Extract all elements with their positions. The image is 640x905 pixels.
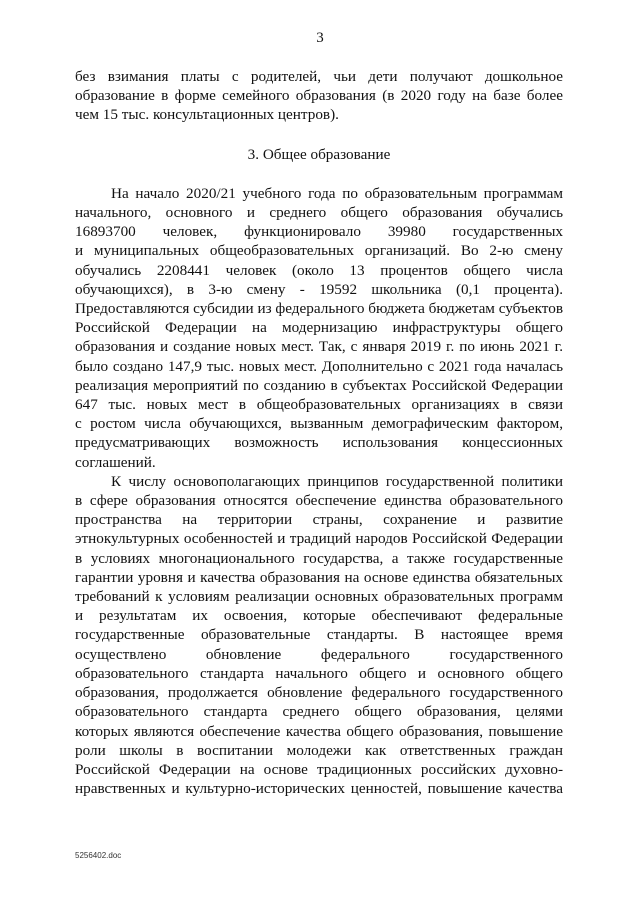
text-line: 16893700 человек, функционировало 39980 государственных bbox=[75, 223, 563, 241]
text-line: образование в форме семейного образования (в 2020 году на базе более bbox=[75, 87, 563, 105]
text-line: требований к условиям реализации основных образовательных программ bbox=[75, 588, 563, 606]
text-line: чем 15 тыс. консультационных центров). bbox=[75, 106, 339, 124]
text-line: в сфере образования относятся обеспечение единства образовательного bbox=[75, 492, 563, 510]
text-line: этнокультурных особенностей и традиций народов Российской Федерации bbox=[75, 530, 563, 548]
text-line: 647 тыс. новых мест в общеобразовательных организациях в связи bbox=[75, 396, 563, 414]
text-line: Российской Федерации на модернизацию инфраструктуры общего bbox=[75, 319, 563, 337]
text-line: было создано 147,9 тыс. новых мест. Дополнительно с 2021 года началась bbox=[75, 357, 563, 375]
text-line: нравственных и культурно-исторических ценностей, повышение качества bbox=[75, 780, 563, 798]
text-line: К числу основополагающих принципов государственной политики bbox=[111, 472, 563, 490]
text-line: образовательного стандарта начального общего и основного общего bbox=[75, 664, 563, 682]
text-line: образования, продолжается обновление федерального государственного bbox=[75, 684, 563, 702]
text-line: обучались 2208441 человек (около 13 процентов общего числа bbox=[75, 261, 563, 279]
document-body bbox=[75, 67, 563, 798]
paragraph-state-policy-principles bbox=[75, 472, 563, 798]
text-line: На начало 2020/21 учебного года по образовательным программам bbox=[111, 184, 563, 202]
text-line: обучающихся), в 3-ю смену - 19592 школьника (0,1 процента). bbox=[75, 280, 563, 298]
intro-paragraph bbox=[75, 67, 563, 125]
text-line: и результатам их освоения, которые обеспечивают федеральные bbox=[75, 607, 563, 625]
section-heading: 3. Общее образование bbox=[247, 145, 391, 163]
text-line: начального, основного и среднего общего образования обучались bbox=[75, 204, 563, 222]
text-line: реализация мероприятий по созданию в субъектах Российской Федерации bbox=[75, 376, 563, 394]
text-line: образовательного стандарта среднего общего образования, целями bbox=[75, 703, 563, 721]
page-number: 3 bbox=[316, 30, 324, 46]
text-line: с ростом числа обучающихся, вызванным демографическим фактором, bbox=[75, 415, 563, 433]
text-line: без взимания платы с родителей, чьи дети получают дошкольное bbox=[75, 68, 563, 85]
text-line: предусматривающих возможность использования концессионных bbox=[75, 434, 563, 452]
text-line: образования и создание новых мест. Так, с января 2019 г. по июнь 2021 г. bbox=[75, 338, 563, 356]
text-line: которых являются обеспечение качества общего образования, повышение bbox=[75, 722, 563, 740]
text-line: осуществлено обновление федерального государственного bbox=[75, 645, 563, 663]
text-line: государственные образовательные стандарты. В настоящее время bbox=[75, 626, 563, 644]
text-line: в условиях многонационального государства, а также государственные bbox=[75, 549, 563, 567]
text-line: гарантии уровня и качества образования на основе единства обязательных bbox=[75, 568, 563, 586]
text-line: Предоставляются субсидии из федерального бюджета бюджетам субъектов bbox=[75, 300, 563, 318]
text-line: и муниципальных общеобразовательных организаций. Во 2-ю смену bbox=[75, 242, 563, 260]
text-line: соглашений. bbox=[75, 453, 156, 471]
text-line: Российской Федерации на основе традиционных российских духовно- bbox=[75, 760, 563, 778]
paragraph-general-education-stats bbox=[75, 184, 563, 472]
document-file-code: 5256402.doc bbox=[75, 851, 122, 860]
text-line: роли школы в воспитании молодежи как ответственных граждан bbox=[75, 741, 563, 759]
text-line: пространства на территории страны, сохранение и развитие bbox=[75, 511, 563, 529]
